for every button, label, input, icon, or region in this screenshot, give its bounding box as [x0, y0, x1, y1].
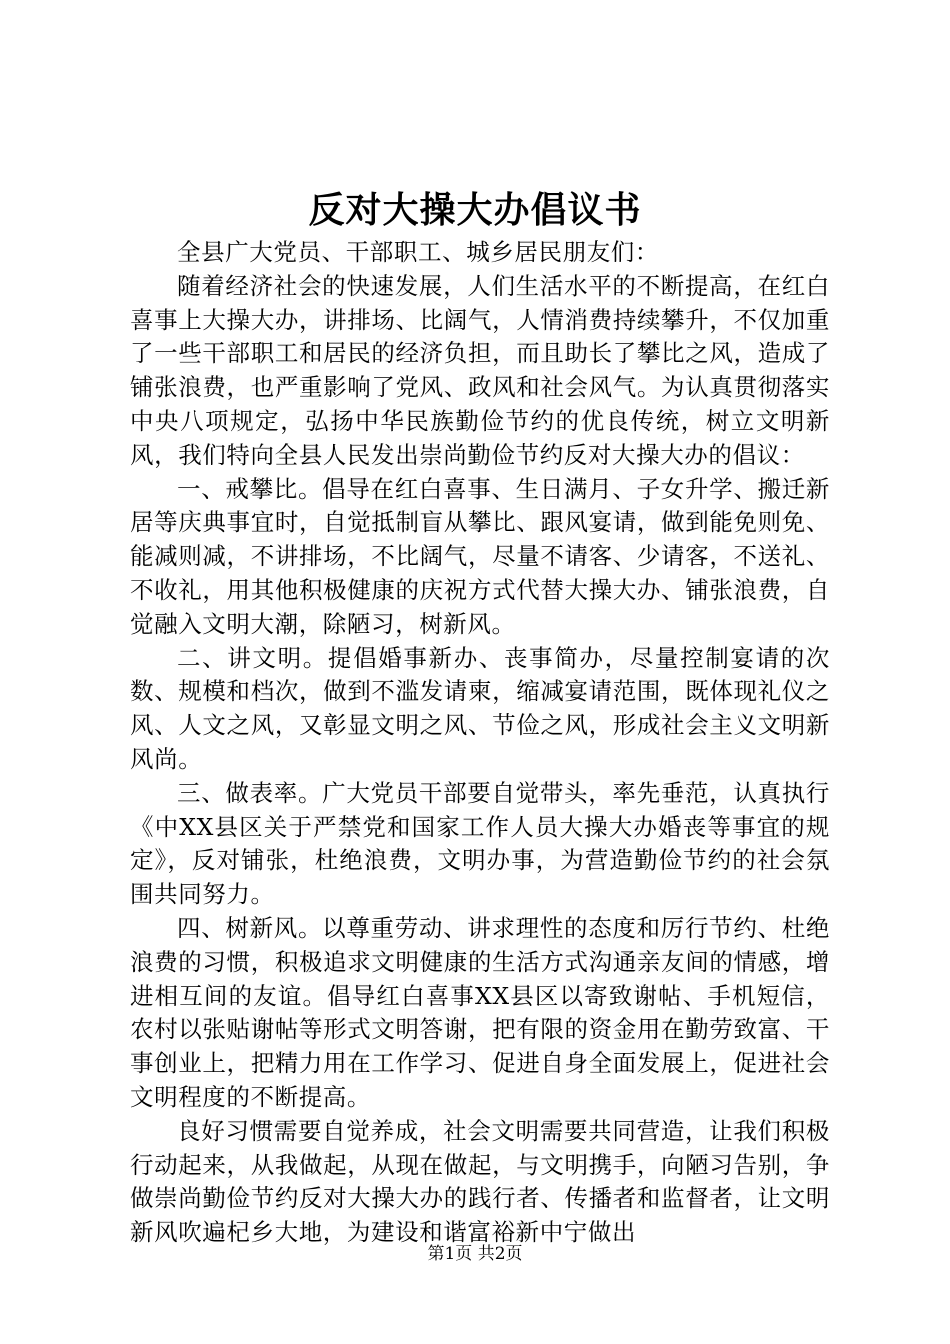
paragraph-item-1: 一、戒攀比。倡导在红白喜事、生日满月、子女升学、搬迁新居等庆典事宜时，自觉抵制盲从攀比、跟风宴请，做到能免则免、能减则减，不讲排场，不比阔气，尽量不请客、少请客，不送礼、不收礼，用其他积极健康的庆祝方式代替大操大办、铺张浪费，自觉融入文明大潮，除陋习，树新风。 — [130, 474, 830, 638]
paragraph-item-2: 二、讲文明。提倡婚事新办、丧事简办，尽量控制宴请的次数、规模和档次，做到不滥发请柬，缩减宴请范围，既体现礼仪之风、人文之风，又彰显文明之风、节俭之风，形成社会主义文明新风尚。 — [130, 643, 830, 773]
paragraph-item-4: 四、树新风。以尊重劳动、讲求理性的态度和厉行节约、杜绝浪费的习惯，积极追求文明健康的生活方式沟通亲友间的情感，增进相互间的友谊。倡导红白喜事XX县区以寄致谢帖、手机短信，农村以张贴谢帖等形式文明答谢，把有限的资金用在勤劳致富、干事创业上，把精力用在工作学习、促进自身全面发展上，促进社会文明程度的不断提高。 — [130, 913, 830, 1111]
page-number-footer: 第1页 共2页 — [427, 1244, 523, 1264]
paragraph-item-3: 三、做表率。广大党员干部要自觉带头，率先垂范，认真执行《中XX县区关于严禁党和国家工作人员大操大办婚丧等事宜的规定》，反对铺张，杜绝浪费，文明办事，为营造勤俭节约的社会氛围共同努力。 — [130, 778, 830, 909]
paragraph-intro: 随着经济社会的快速发展，人们生活水平的不断提高，在红白喜事上大操大办，讲排场、比阔气，人情消费持续攀升，不仅加重了一些干部职工和居民的经济负担，而且助长了攀比之风，造成了铺张浪费，也严重影响了党风、政风和社会风气。为认真贯彻落实中央八项规定，弘扬中华民族勤俭节约的优良传统，树立文明新风，我们特向全县人民发出崇尚勤俭节约反对大操大办的倡议： — [130, 271, 830, 469]
salutation: 全县广大党员、干部职工、城乡居民朋友们： — [177, 238, 659, 266]
document-body — [130, 236, 830, 1250]
paragraph-closing: 良好习惯需要自觉养成，社会文明需要共同营造，让我们积极行动起来，从我做起，从现在做起，与文明携手，向陋习告别，争做崇尚勤俭节约反对大操大办的践行者、传播者和监督者，让文明新风吹遍杞乡大地，为建设和谐富裕新中宁做出 — [130, 1116, 830, 1247]
document-title: 反对大操大办倡议书 — [308, 189, 642, 231]
